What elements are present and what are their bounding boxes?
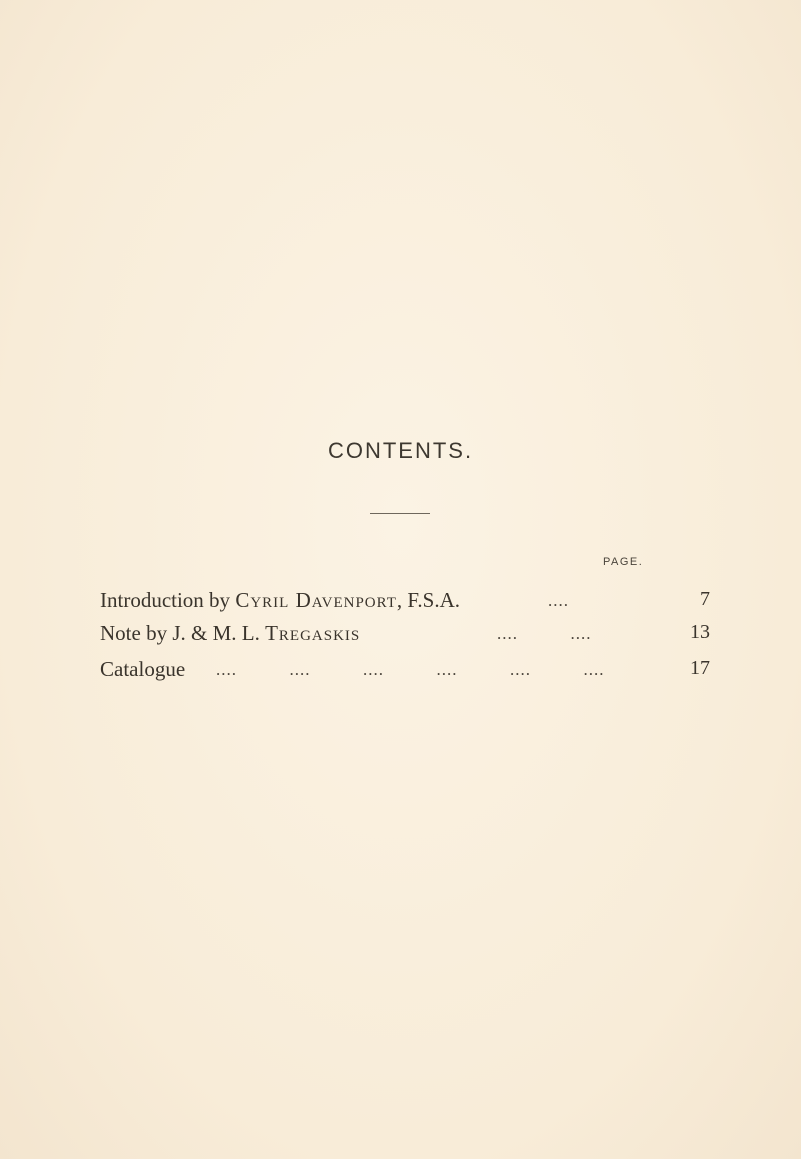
toc-entry-author: Tregaskis bbox=[265, 621, 361, 645]
toc-leader-dots: .... .... .... .... .... .... bbox=[216, 660, 605, 679]
toc-entry-title: Introduction by Cyril Davenport, F.S.A. bbox=[100, 588, 460, 612]
toc-page-number: 7 bbox=[700, 588, 710, 610]
page-column-label: PAGE. bbox=[603, 556, 644, 568]
contents-heading: CONTENTS. bbox=[327, 438, 474, 463]
toc-entry-title: Note by J. & M. L. Tregaskis bbox=[100, 621, 361, 645]
toc-leader-dots: .... .... bbox=[497, 624, 592, 643]
toc-page-number: 13 bbox=[690, 621, 710, 643]
toc-entry-catalogue bbox=[100, 657, 710, 687]
toc-entry-author: Cyril Davenport bbox=[235, 588, 397, 612]
toc-leader-dots: .... bbox=[548, 591, 569, 610]
toc-entry-introduction bbox=[100, 588, 710, 618]
heading-rule bbox=[370, 513, 430, 514]
toc-page-number: 17 bbox=[690, 657, 710, 679]
toc-entry-title: Catalogue bbox=[100, 657, 186, 681]
toc-entry-note bbox=[100, 621, 710, 651]
